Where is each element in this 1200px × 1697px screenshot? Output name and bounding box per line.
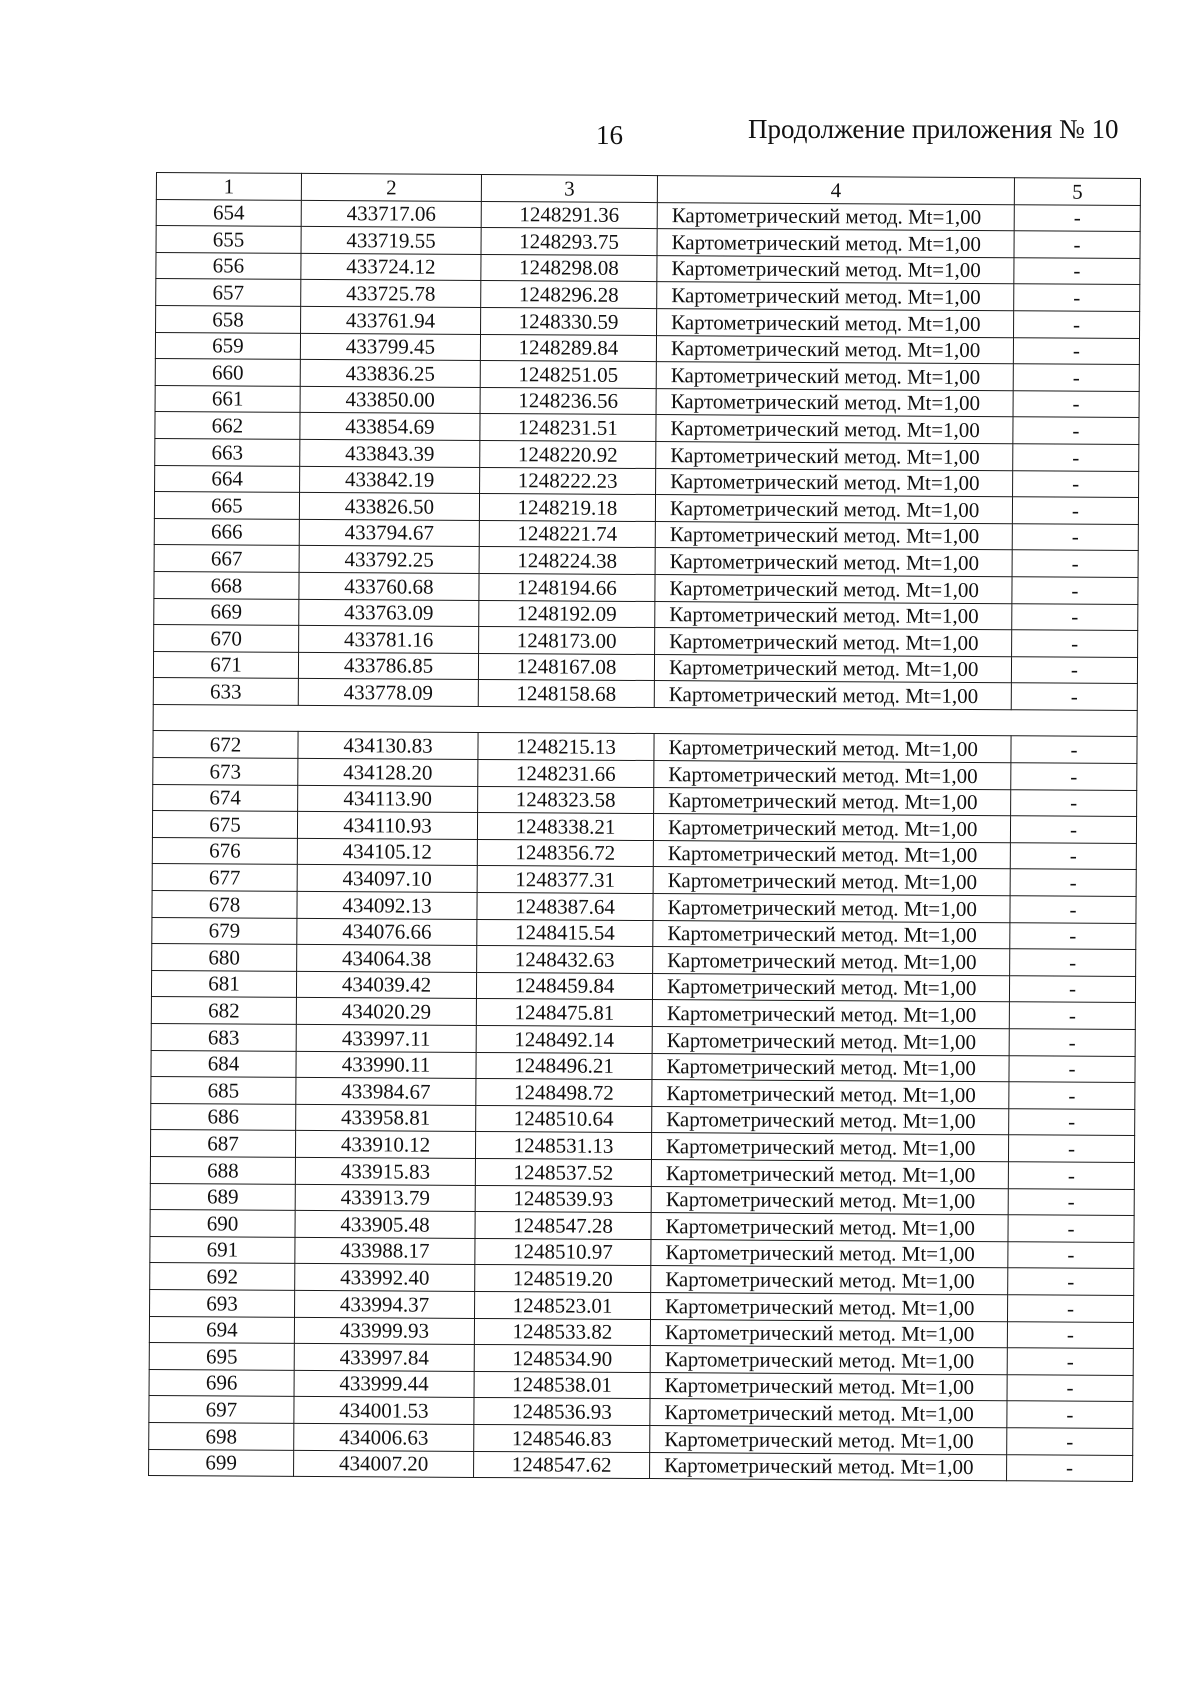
note-cell: - — [1011, 789, 1137, 816]
note-cell: - — [1008, 1241, 1134, 1268]
x-coordinate-cell: 434105.12 — [297, 838, 477, 866]
y-coordinate-cell: 1248492.14 — [476, 1025, 652, 1053]
note-cell: - — [1007, 1428, 1133, 1455]
point-number-cell: 662 — [155, 412, 300, 439]
point-number-cell: 661 — [155, 385, 300, 412]
note-cell: - — [1010, 816, 1136, 843]
point-number-cell: 699 — [149, 1449, 294, 1476]
column-header: 3 — [481, 174, 657, 202]
x-coordinate-cell: 433850.00 — [300, 386, 480, 414]
method-cell: Картометрический метод. Mt=1,00 — [652, 1053, 1009, 1082]
method-cell: Картометрический метод. Mt=1,00 — [656, 441, 1013, 470]
method-cell: Картометрический метод. Mt=1,00 — [656, 415, 1013, 444]
note-cell: - — [1011, 656, 1137, 683]
x-coordinate-cell: 433717.06 — [301, 200, 481, 228]
method-cell: Картометрический метод. Mt=1,00 — [651, 1266, 1008, 1295]
x-coordinate-cell: 433724.12 — [301, 253, 481, 281]
note-cell: - — [1013, 364, 1139, 391]
y-coordinate-cell: 1248432.63 — [477, 946, 653, 974]
point-number-cell: 696 — [149, 1369, 294, 1396]
point-number-cell: 672 — [153, 731, 298, 758]
y-coordinate-cell: 1248539.93 — [475, 1185, 651, 1213]
method-cell: Картометрический метод. Mt=1,00 — [655, 548, 1012, 577]
x-coordinate-cell: 434110.93 — [297, 812, 477, 840]
method-cell: Картометрический метод. Mt=1,00 — [652, 1080, 1009, 1109]
x-coordinate-cell: 434006.63 — [294, 1423, 474, 1451]
note-cell: - — [1013, 337, 1139, 364]
y-coordinate-cell: 1248534.90 — [474, 1345, 650, 1373]
x-coordinate-cell: 433992.40 — [295, 1264, 475, 1292]
y-coordinate-cell: 1248298.08 — [481, 254, 657, 282]
point-number-cell: 685 — [151, 1077, 296, 1104]
method-cell: Картометрический метод. Mt=1,00 — [655, 495, 1012, 524]
point-number-cell: 633 — [153, 678, 298, 705]
method-cell: Картометрический метод. Mt=1,00 — [652, 1027, 1009, 1056]
y-coordinate-cell: 1248231.66 — [478, 760, 654, 788]
method-cell: Картометрический метод. Mt=1,00 — [655, 574, 1012, 603]
point-number-cell: 654 — [156, 199, 301, 226]
point-number-cell: 669 — [154, 598, 299, 625]
x-coordinate-cell: 433826.50 — [299, 493, 479, 521]
x-coordinate-cell: 433792.25 — [299, 546, 479, 574]
x-coordinate-cell: 434128.20 — [298, 758, 478, 786]
note-cell: - — [1013, 470, 1139, 497]
column-header: 4 — [657, 176, 1014, 205]
y-coordinate-cell: 1248523.01 — [475, 1291, 651, 1319]
point-number-cell: 679 — [152, 917, 297, 944]
note-cell: - — [1014, 258, 1140, 285]
x-coordinate-cell: 433913.79 — [295, 1184, 475, 1212]
point-number-cell: 697 — [149, 1396, 294, 1423]
method-cell: Картометрический метод. Mt=1,00 — [651, 1133, 1008, 1162]
point-number-cell: 671 — [153, 651, 298, 678]
x-coordinate-cell: 434113.90 — [298, 785, 478, 813]
method-cell: Картометрический метод. Mt=1,00 — [652, 1000, 1009, 1029]
note-cell: - — [1007, 1454, 1133, 1481]
note-cell: - — [1010, 922, 1136, 949]
note-cell: - — [1007, 1348, 1133, 1375]
point-number-cell: 691 — [150, 1236, 295, 1263]
x-coordinate-cell: 433781.16 — [299, 625, 479, 653]
x-coordinate-cell: 434007.20 — [294, 1450, 474, 1478]
point-number-cell: 693 — [150, 1289, 295, 1316]
method-cell: Картометрический метод. Mt=1,00 — [654, 734, 1011, 763]
point-number-cell: 690 — [150, 1210, 295, 1237]
note-cell: - — [1008, 1215, 1134, 1242]
y-coordinate-cell: 1248192.09 — [479, 600, 655, 628]
x-coordinate-cell: 433760.68 — [299, 572, 479, 600]
y-coordinate-cell: 1248498.72 — [476, 1079, 652, 1107]
note-cell: - — [1012, 577, 1138, 604]
x-coordinate-cell: 434039.42 — [296, 971, 476, 999]
x-coordinate-cell: 433988.17 — [295, 1237, 475, 1265]
point-number-cell: 680 — [152, 944, 297, 971]
point-number-cell: 686 — [151, 1103, 296, 1130]
note-cell: - — [1009, 1055, 1135, 1082]
method-cell: Картометрический метод. Mt=1,00 — [654, 787, 1011, 816]
point-number-cell: 668 — [154, 571, 299, 598]
note-cell: - — [1010, 843, 1136, 870]
x-coordinate-cell: 433958.81 — [296, 1104, 476, 1132]
y-coordinate-cell: 1248231.51 — [480, 414, 656, 442]
note-cell: - — [1008, 1188, 1134, 1215]
note-cell: - — [1009, 976, 1135, 1003]
coordinates-table-container — [148, 172, 1140, 1482]
x-coordinate-cell: 433984.67 — [296, 1078, 476, 1106]
point-number-cell: 692 — [150, 1263, 295, 1290]
y-coordinate-cell: 1248547.28 — [475, 1212, 651, 1240]
page-caption: Продолжение приложения № 10 — [748, 114, 1119, 144]
y-coordinate-cell: 1248293.75 — [481, 228, 657, 256]
note-cell: - — [1009, 1082, 1135, 1109]
y-coordinate-cell: 1248356.72 — [477, 839, 653, 867]
point-number-cell: 657 — [156, 279, 301, 306]
method-cell: Картометрический метод. Mt=1,00 — [657, 282, 1014, 311]
y-coordinate-cell: 1248220.92 — [480, 440, 656, 468]
x-coordinate-cell: 433778.09 — [298, 679, 478, 707]
point-number-cell: 678 — [152, 891, 297, 918]
note-cell: - — [1007, 1374, 1133, 1401]
note-cell: - — [1010, 949, 1136, 976]
note-cell: - — [1014, 284, 1140, 311]
y-coordinate-cell: 1248289.84 — [480, 334, 656, 362]
note-cell: - — [1012, 603, 1138, 630]
y-coordinate-cell: 1248536.93 — [474, 1398, 650, 1426]
y-coordinate-cell: 1248387.64 — [477, 893, 653, 921]
method-cell: Картометрический метод. Mt=1,00 — [651, 1292, 1008, 1321]
y-coordinate-cell: 1248330.59 — [481, 307, 657, 335]
point-number-cell: 694 — [149, 1316, 294, 1343]
note-cell: - — [1012, 630, 1138, 657]
method-cell: Картометрический метод. Mt=1,00 — [657, 202, 1014, 231]
column-header: 2 — [301, 173, 481, 201]
method-cell: Картометрический метод. Mt=1,00 — [657, 229, 1014, 258]
method-cell: Картометрический метод. Mt=1,00 — [656, 388, 1013, 417]
point-number-cell: 664 — [155, 465, 300, 492]
point-number-cell: 687 — [150, 1130, 295, 1157]
note-cell: - — [1009, 1029, 1135, 1056]
y-coordinate-cell: 1248221.74 — [479, 520, 655, 548]
x-coordinate-cell: 434097.10 — [297, 865, 477, 893]
y-coordinate-cell: 1248537.52 — [475, 1158, 651, 1186]
x-coordinate-cell: 433761.94 — [301, 306, 481, 334]
method-cell: Картометрический метод. Mt=1,00 — [653, 894, 1010, 923]
note-cell: - — [1012, 497, 1138, 524]
x-coordinate-cell: 433719.55 — [301, 227, 481, 255]
point-number-cell: 683 — [151, 1023, 296, 1050]
y-coordinate-cell: 1248251.05 — [480, 361, 656, 389]
point-number-cell: 695 — [149, 1343, 294, 1370]
x-coordinate-cell: 433999.44 — [294, 1370, 474, 1398]
y-coordinate-cell: 1248496.21 — [476, 1052, 652, 1080]
method-cell: Картометрический метод. Mt=1,00 — [650, 1372, 1007, 1401]
method-cell: Картометрический метод. Mt=1,00 — [650, 1346, 1007, 1375]
point-number-cell: 659 — [155, 332, 300, 359]
y-coordinate-cell: 1248236.56 — [480, 387, 656, 415]
method-cell: Картометрический метод. Mt=1,00 — [653, 867, 1010, 896]
x-coordinate-cell: 433905.48 — [295, 1211, 475, 1239]
x-coordinate-cell: 433997.11 — [296, 1024, 476, 1052]
x-coordinate-cell: 434130.83 — [298, 732, 478, 760]
x-coordinate-cell: 433725.78 — [301, 280, 481, 308]
method-cell: Картометрический метод. Mt=1,00 — [657, 255, 1014, 284]
x-coordinate-cell: 433990.11 — [296, 1051, 476, 1079]
point-number-cell: 665 — [154, 492, 299, 519]
method-cell: Картометрический метод. Mt=1,00 — [651, 1239, 1008, 1268]
note-cell: - — [1008, 1135, 1134, 1162]
point-number-cell: 667 — [154, 545, 299, 572]
table-row — [149, 1449, 1133, 1482]
method-cell: Картометрический метод. Mt=1,00 — [654, 761, 1011, 790]
y-coordinate-cell: 1248219.18 — [479, 494, 655, 522]
method-cell: Картометрический метод. Mt=1,00 — [650, 1425, 1007, 1454]
note-cell: - — [1011, 763, 1137, 790]
note-cell: - — [1011, 683, 1137, 710]
method-cell: Картометрический метод. Mt=1,00 — [651, 1213, 1008, 1242]
method-cell: Картометрический метод. Mt=1,00 — [651, 1186, 1008, 1215]
column-header: 5 — [1014, 178, 1140, 205]
x-coordinate-cell: 434001.53 — [294, 1397, 474, 1425]
y-coordinate-cell: 1248296.28 — [481, 281, 657, 309]
y-coordinate-cell: 1248531.13 — [475, 1132, 651, 1160]
y-coordinate-cell: 1248222.23 — [480, 467, 656, 495]
y-coordinate-cell: 1248173.00 — [479, 627, 655, 655]
method-cell: Картометрический метод. Mt=1,00 — [652, 973, 1009, 1002]
point-number-cell: 656 — [156, 252, 301, 279]
x-coordinate-cell: 433994.37 — [295, 1290, 475, 1318]
point-number-cell: 681 — [151, 970, 296, 997]
y-coordinate-cell: 1248459.84 — [476, 972, 652, 1000]
point-number-cell: 674 — [153, 784, 298, 811]
page-number: 16 — [596, 120, 623, 150]
x-coordinate-cell: 434092.13 — [297, 891, 477, 919]
y-coordinate-cell: 1248510.97 — [475, 1238, 651, 1266]
y-coordinate-cell: 1248158.68 — [478, 680, 654, 708]
method-cell: Картометрический метод. Mt=1,00 — [650, 1319, 1007, 1348]
method-cell: Картометрический метод. Mt=1,00 — [653, 920, 1010, 949]
note-cell: - — [1013, 390, 1139, 417]
method-cell: Картометрический метод. Mt=1,00 — [653, 814, 1010, 843]
method-cell: Картометрический метод. Mt=1,00 — [656, 335, 1013, 364]
note-cell: - — [1007, 1401, 1133, 1428]
point-number-cell: 688 — [150, 1156, 295, 1183]
method-cell: Картометрический метод. Mt=1,00 — [650, 1452, 1007, 1481]
table-body — [149, 199, 1141, 1481]
note-cell: - — [1014, 231, 1140, 258]
x-coordinate-cell: 433842.19 — [300, 466, 480, 494]
note-cell: - — [1013, 444, 1139, 471]
x-coordinate-cell: 433854.69 — [300, 413, 480, 441]
x-coordinate-cell: 434076.66 — [297, 918, 477, 946]
method-cell: Картометрический метод. Mt=1,00 — [650, 1399, 1007, 1428]
y-coordinate-cell: 1248323.58 — [478, 786, 654, 814]
x-coordinate-cell: 433843.39 — [300, 439, 480, 467]
note-cell: - — [1010, 869, 1136, 896]
note-cell: - — [1009, 1002, 1135, 1029]
method-cell: Картометрический метод. Mt=1,00 — [651, 1160, 1008, 1189]
y-coordinate-cell: 1248475.81 — [476, 999, 652, 1027]
y-coordinate-cell: 1248546.83 — [474, 1424, 650, 1452]
point-number-cell: 682 — [151, 997, 296, 1024]
method-cell: Картометрический метод. Mt=1,00 — [652, 1106, 1009, 1135]
y-coordinate-cell: 1248215.13 — [478, 733, 654, 761]
point-number-cell: 670 — [154, 625, 299, 652]
y-coordinate-cell: 1248533.82 — [474, 1318, 650, 1346]
x-coordinate-cell: 433786.85 — [298, 652, 478, 680]
note-cell: - — [1014, 311, 1140, 338]
y-coordinate-cell: 1248538.01 — [474, 1371, 650, 1399]
method-cell: Картометрический метод. Mt=1,00 — [653, 840, 1010, 869]
method-cell: Картометрический метод. Mt=1,00 — [656, 468, 1013, 497]
method-cell: Картометрический метод. Mt=1,00 — [655, 601, 1012, 630]
y-coordinate-cell: 1248338.21 — [477, 813, 653, 841]
point-number-cell: 658 — [156, 305, 301, 332]
method-cell: Картометрический метод. Mt=1,00 — [653, 947, 1010, 976]
note-cell: - — [1009, 1109, 1135, 1136]
method-cell: Картометрический метод. Mt=1,00 — [655, 628, 1012, 657]
x-coordinate-cell: 433999.93 — [294, 1317, 474, 1345]
y-coordinate-cell: 1248224.38 — [479, 547, 655, 575]
y-coordinate-cell: 1248167.08 — [478, 653, 654, 681]
point-number-cell: 655 — [156, 226, 301, 253]
y-coordinate-cell: 1248194.66 — [479, 573, 655, 601]
point-number-cell: 698 — [149, 1422, 294, 1449]
note-cell: - — [1010, 896, 1136, 923]
method-cell: Картометрический метод. Mt=1,00 — [657, 309, 1014, 338]
y-coordinate-cell: 1248377.31 — [477, 866, 653, 894]
note-cell: - — [1013, 417, 1139, 444]
note-cell: - — [1008, 1268, 1134, 1295]
x-coordinate-cell: 433836.25 — [300, 360, 480, 388]
point-number-cell: 673 — [153, 758, 298, 785]
x-coordinate-cell: 433794.67 — [299, 519, 479, 547]
point-number-cell: 675 — [152, 811, 297, 838]
column-header: 1 — [156, 173, 301, 200]
coordinates-table — [148, 172, 1141, 1482]
method-cell: Картометрический метод. Mt=1,00 — [655, 521, 1012, 550]
x-coordinate-cell: 433799.45 — [300, 333, 480, 361]
point-number-cell: 666 — [154, 518, 299, 545]
method-cell: Картометрический метод. Mt=1,00 — [654, 654, 1011, 683]
note-cell: - — [1011, 736, 1137, 763]
method-cell: Картометрический метод. Mt=1,00 — [654, 681, 1011, 710]
x-coordinate-cell: 433910.12 — [295, 1131, 475, 1159]
x-coordinate-cell: 433763.09 — [299, 599, 479, 627]
point-number-cell: 689 — [150, 1183, 295, 1210]
y-coordinate-cell: 1248291.36 — [481, 201, 657, 229]
point-number-cell: 684 — [151, 1050, 296, 1077]
x-coordinate-cell: 434064.38 — [297, 945, 477, 973]
note-cell: - — [1008, 1162, 1134, 1189]
note-cell: - — [1007, 1295, 1133, 1322]
point-number-cell: 663 — [155, 438, 300, 465]
x-coordinate-cell: 434020.29 — [296, 998, 476, 1026]
y-coordinate-cell: 1248547.62 — [474, 1451, 650, 1479]
point-number-cell: 660 — [155, 359, 300, 386]
method-cell: Картометрический метод. Mt=1,00 — [656, 362, 1013, 391]
y-coordinate-cell: 1248415.54 — [477, 919, 653, 947]
x-coordinate-cell: 433915.83 — [295, 1157, 475, 1185]
y-coordinate-cell: 1248510.64 — [476, 1105, 652, 1133]
note-cell: - — [1014, 204, 1140, 231]
note-cell: - — [1012, 550, 1138, 577]
point-number-cell: 676 — [152, 837, 297, 864]
note-cell: - — [1012, 523, 1138, 550]
x-coordinate-cell: 433997.84 — [294, 1343, 474, 1371]
y-coordinate-cell: 1248519.20 — [475, 1265, 651, 1293]
point-number-cell: 677 — [152, 864, 297, 891]
note-cell: - — [1007, 1321, 1133, 1348]
